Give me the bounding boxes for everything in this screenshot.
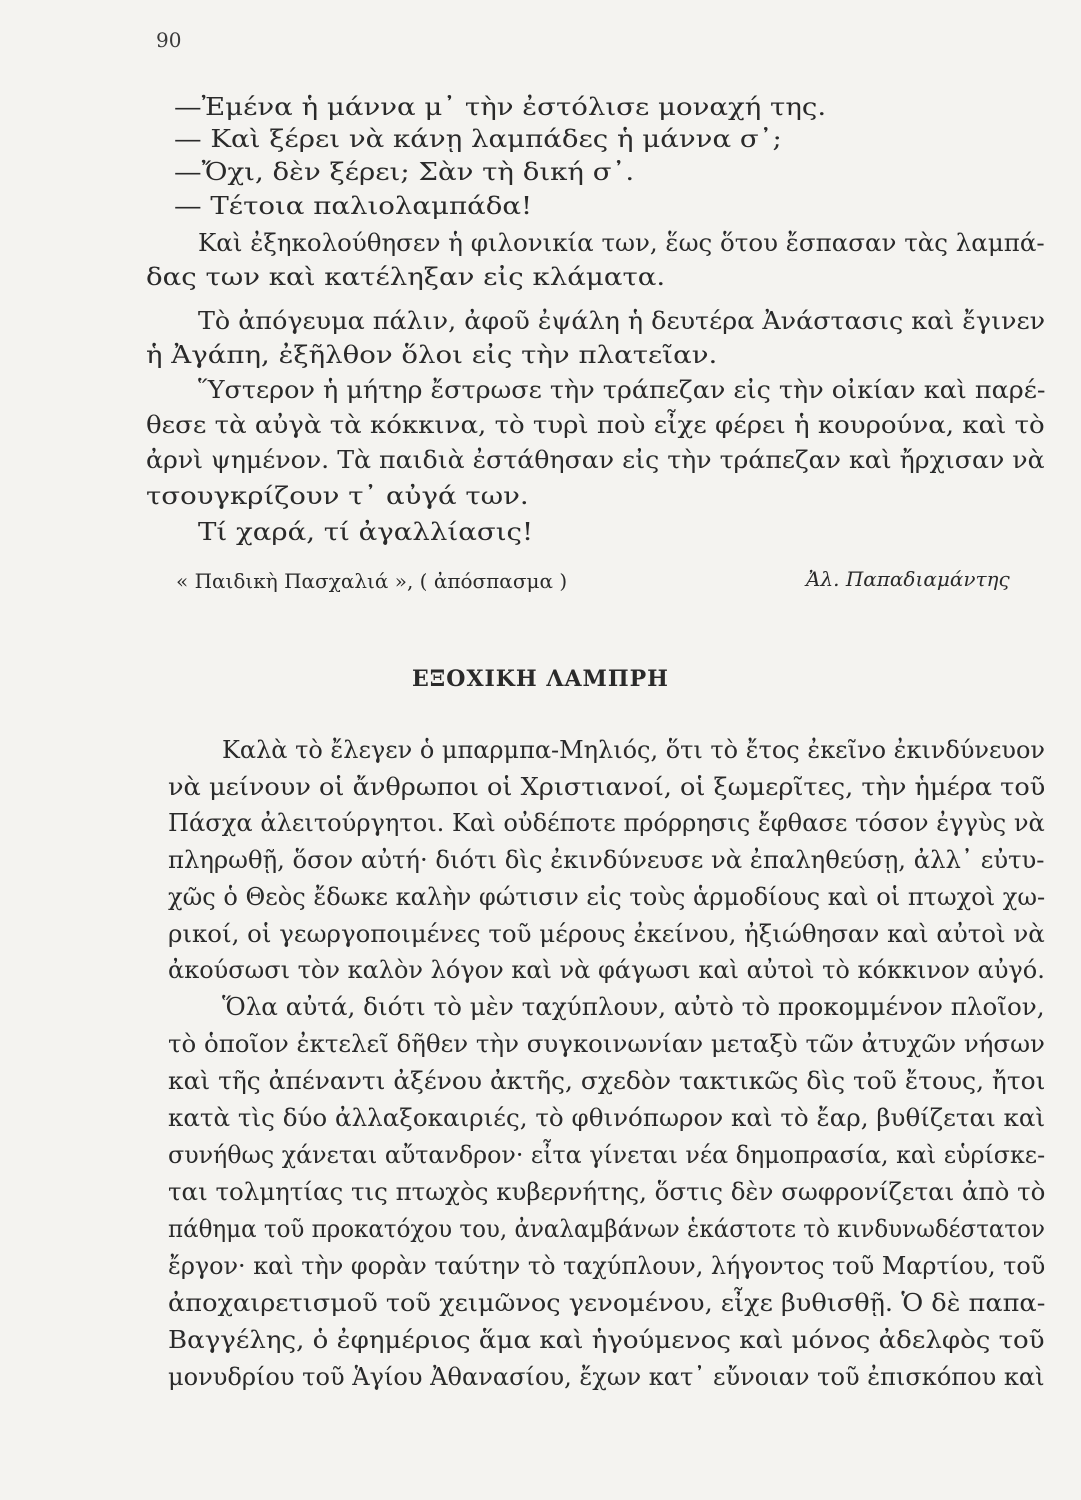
author-name: Ἀλ. Παπαδιαμάντης [806, 567, 1010, 591]
text-line: Ὕστερον ἡ μήτηρ ἔστρωσε τὴν τράπεζαν εἰς τὴν οἰκίαν καὶ παρέ- [198, 376, 1046, 404]
text-line: θεσε τὰ αὐγὰ τὰ κόκκινα, τὸ τυρὶ ποὺ εἶχε φέρει ἡ κουρούνα, καὶ τὸ [146, 411, 1045, 439]
text-line: χῶς ὁ Θεὸς ἔδωκε καλὴν φώτισιν εἰς τοὺς ἁρμοδίους καὶ οἱ πτωχοὶ χω- [168, 883, 1046, 911]
text-line: Πάσχα ἀλειτούργητοι. Καὶ οὐδέποτε πρόρρησις ἔφθασε τόσον ἐγγὺς νὰ [168, 809, 1045, 837]
text-line: τσουγκρίζουν τ᾽ αὐγά των. [146, 482, 529, 510]
text-line: —Ἐμένα ἡ μάννα μ᾽ τὴν ἐστόλισε μοναχή της. [174, 93, 827, 121]
text-line: συνήθως χάνεται αὔτανδρον· εἶτα γίνεται νέα δημοπρασία, καὶ εὑρίσκε- [168, 1141, 1046, 1169]
section-heading: ΕΞΟΧΙΚΗ ΛΑΜΠΡΗ [412, 666, 669, 692]
text-line: τὸ ὁποῖον ἐκτελεῖ δῆθεν τὴν συγκοινωνίαν μεταξὺ τῶν ἀτυχῶν νήσων [168, 1030, 1045, 1058]
text-line: κατὰ τὶς δύο ἀλλαξοκαιριές, τὸ φθινόπωρον καὶ τὸ ἔαρ, βυθίζεται καὶ [168, 1104, 1046, 1132]
text-line: ἀκούσωσι τὸν καλὸν λόγον καὶ νὰ φάγωσι καὶ αὐτοὶ τὸ κόκκινον αὐγό. [168, 956, 1045, 984]
source-citation: « Παιδικὴ Πασχαλιά », ( ἀπόσπασμα ) [176, 569, 568, 593]
text-line: πληρωθῇ, ὅσον αὐτή· διότι δὶς ἐκινδύνευσε νὰ ἐπαληθεύσῃ, ἀλλ᾽ εὐτυ- [168, 846, 1045, 874]
text-line: νὰ μείνουν οἱ ἄνθρωποι οἱ Χριστιανοί, οἱ ξωμερῖτες, τὴν ἡμέρα τοῦ [168, 773, 1046, 801]
text-line: ρικοί, οἱ γεωργοποιμένες τοῦ μέρους ἐκείνου, ἠξιώθησαν καὶ αὐτοὶ νὰ [168, 920, 1045, 948]
text-line: ἀποχαιρετισμοῦ τοῦ χειμῶνος γενομένου, εἶχε βυθισθῇ. Ὁ δὲ παπα- [168, 1289, 1046, 1317]
page-number: 90 [156, 28, 182, 52]
text-line: ἡ Ἀγάπη, ἐξῆλθον ὅλοι εἰς τὴν πλατεῖαν. [146, 341, 718, 369]
text-line: — Καὶ ξέρει νὰ κάνῃ λαμπάδες ἡ μάννα σ᾽; [174, 125, 782, 153]
text-line: ἔργον· καὶ τὴν φορὰν ταύτην τὸ ταχύπλουν, λήγοντος τοῦ Μαρτίου, τοῦ [168, 1252, 1046, 1280]
text-line: — Τέτοια παλιολαμπάδα! [174, 192, 533, 220]
text-line: δας των καὶ κατέληξαν εἰς κλάματα. [146, 263, 666, 291]
text-line: Καὶ ἐξηκολούθησεν ἡ φιλονικία των, ἕως ὅτου ἔσπασαν τὰς λαμπά- [198, 229, 1045, 257]
text-line: ται τολμητίας τις πτωχὸς κυβερνήτης, ὅστις δὲν σωφρονίζεται ἀπὸ τὸ [168, 1178, 1046, 1206]
text-line: ἀρνὶ ψημένον. Τὰ παιδιὰ ἐστάθησαν εἰς τὴν τράπεζαν καὶ ἤρχισαν νὰ [146, 446, 1045, 474]
text-line: Καλὰ τὸ ἔλεγεν ὁ μπαρμπα-Μηλιός, ὅτι τὸ ἔτος ἐκεῖνο ἐκινδύνευον [222, 736, 1046, 764]
text-line: πάθημα τοῦ προκατόχου του, ἀναλαμβάνων ἑκάστοτε τὸ κινδυνωδέστατον [168, 1215, 1045, 1243]
text-line: Βαγγέλης, ὁ ἐφημέριος ἅμα καὶ ἡγούμενος καὶ μόνος ἀδελφὸς τοῦ [168, 1326, 1045, 1354]
text-line: —Ὄχι, δὲν ξέρει; Σὰν τὴ δική σ᾽. [174, 158, 635, 186]
text-line: μονυδρίου τοῦ Ἁγίου Ἀθανασίου, ἔχων κατ᾽ εὔνοιαν τοῦ ἐπισκόπου καὶ [168, 1363, 1045, 1391]
text-line: καὶ τῆς ἀπέναντι ἀξένου ἀκτῆς, σχεδὸν τακτικῶς δὶς τοῦ ἔτους, ἤτοι [168, 1067, 1046, 1095]
text-line: Τί χαρά, τί ἀγαλλίασις! [198, 518, 534, 546]
text-line: Ὅλα αὐτά, διότι τὸ μὲν ταχύπλουν, αὐτὸ τὸ προκομμένον πλοῖον, [222, 993, 1045, 1021]
text-line: Τὸ ἀπόγευμα πάλιν, ἀφοῦ ἐψάλη ἡ δευτέρα Ἀνάστασις καὶ ἔγινεν [198, 307, 1046, 335]
